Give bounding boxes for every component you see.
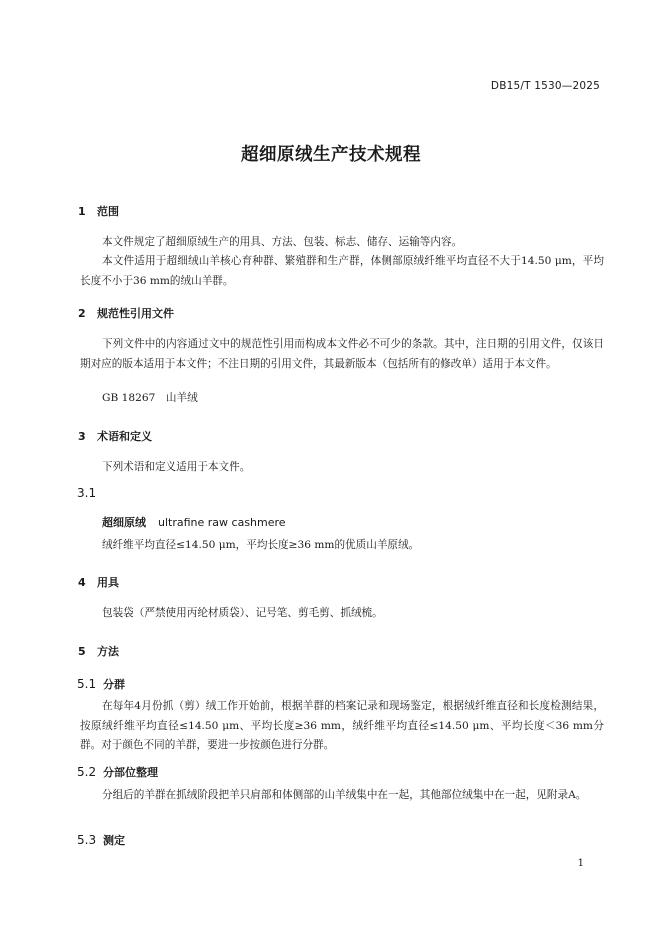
paragraph: 分组后的羊群在抓绒阶段把羊只肩部和体侧部的山羊绒集中在一起，其他部位绒集中在一起，见附录A。 <box>102 789 587 801</box>
section-number: 3 <box>78 430 86 443</box>
subsection-heading-sorting <box>77 764 158 780</box>
subsection-title: 测定 <box>103 834 125 847</box>
subsection-number: 5.2 <box>77 765 97 779</box>
term-english: ultrafine raw cashmere <box>158 516 286 529</box>
standard-code: DB15/T 1530—2025 <box>490 80 600 92</box>
section-heading-scope <box>78 203 119 219</box>
section-heading-methods <box>78 643 119 659</box>
section-title: 术语和定义 <box>97 430 152 443</box>
section-title: 范围 <box>97 205 119 218</box>
section-title: 规范性引用文件 <box>97 307 174 320</box>
subsection-heading-measurement <box>77 832 125 848</box>
reference-item: GB 18267 山羊绒 <box>102 392 198 404</box>
subsection-title: 分部位整理 <box>103 766 158 779</box>
paragraph: 包装袋（严禁使用丙纶材质袋）、记号笔、剪毛剪、抓绒梳。 <box>102 607 383 619</box>
section-number: 4 <box>78 576 86 589</box>
paragraph: 在每年4月份抓（剪）绒工作开始前，根据羊群的档案记录和现场鉴定，根据绒纤维直径和长度检测结果，按原绒纤维平均直径≤14.50 μm、平均长度≥36 mm，绒纤维平均直径≤14.50 μm、平均长度＜36 mm分群。对于颜色不同的羊群，要进一步按颜色进行分群。 <box>80 700 604 751</box>
subsection-number: 3.1 <box>77 486 97 500</box>
term-definition: 绒纤维平均直径≤14.50 μm，平均长度≥36 mm的优质山羊原绒。 <box>102 539 420 551</box>
document-title: 超细原绒生产技术规程 <box>241 145 421 165</box>
section-number: 2 <box>78 307 86 320</box>
section-title: 方法 <box>97 645 119 658</box>
subsection-number: 5.3 <box>77 833 97 847</box>
paragraph: 本文件规定了超细原绒生产的用具、方法、包装、标志、储存、运输等内容。 <box>102 236 463 248</box>
section-heading-tools <box>78 574 119 590</box>
section-number: 5 <box>78 645 86 658</box>
section-title: 用具 <box>97 576 119 589</box>
term-entry <box>102 514 286 530</box>
term-chinese: 超细原绒 <box>102 516 146 529</box>
subsection-title: 分群 <box>103 678 125 691</box>
section-heading-normative-references <box>78 305 174 321</box>
paragraph: 下列文件中的内容通过文中的规范性引用而构成本文件必不可少的条款。其中，注日期的引用文件，仅该日期对应的版本适用于本文件；不注日期的引用文件，其最新版本（包括所有的修改单）适用于本文件。 <box>80 338 604 370</box>
subsection-heading <box>77 486 103 500</box>
paragraph: 下列术语和定义适用于本文件。 <box>102 461 251 473</box>
section-number: 1 <box>78 205 86 218</box>
subsection-number: 5.1 <box>77 677 97 691</box>
subsection-heading-grouping <box>77 676 125 692</box>
page-number: 1 <box>577 858 584 869</box>
paragraph: 本文件适用于超细绒山羊核心育种群、繁殖群和生产群，体侧部原绒纤维平均直径不大于14.50 μm，平均长度不小于36 mm的绒山羊群。 <box>80 255 604 287</box>
section-heading-terms <box>78 428 152 444</box>
